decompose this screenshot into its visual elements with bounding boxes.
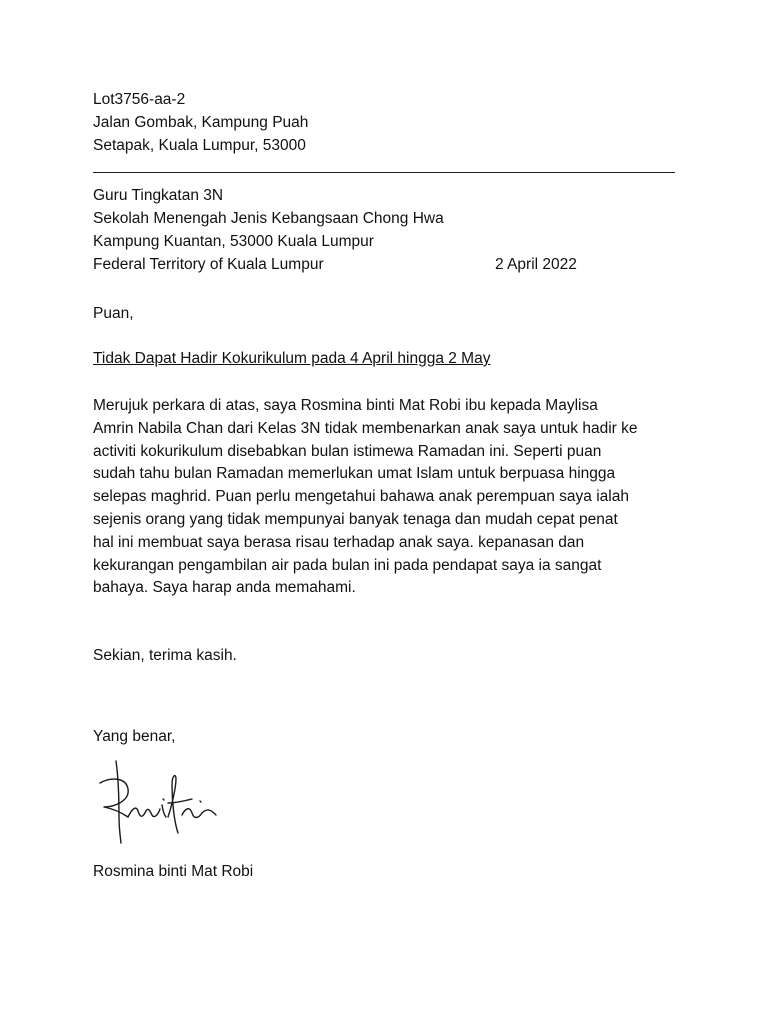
body-line: selepas maghrid. Puan perlu mengetahui bahawa anak perempuan saya ialah [93,488,629,506]
recipient-line-1: Guru Tingkatan 3N [93,187,224,204]
sign-off: Yang benar, [93,728,176,745]
body-line: kekurangan pengambilan air pada bulan ini pada pendapat saya ia sangat [93,556,602,574]
signature-image [92,755,242,850]
sender-address-line-1: Lot3756-aa-2 [93,91,186,108]
body-line: bahaya. Saya harap anda memahami. [93,579,356,597]
body-line: activiti kokurikulum disebabkan bulan istimewa Ramadan ini. Seperti puan [93,442,602,460]
recipient-line-3: Kampung Kuantan, 53000 Kuala Lumpur [93,233,374,250]
body-line: sejenis orang yang tidak mempunyai banyak tenaga dan mudah cepat penat [93,510,618,528]
signer-name: Rosmina binti Mat Robi [93,863,254,880]
body-line: Merujuk perkara di atas, saya Rosmina binti Mat Robi ibu kepada Maylisa [93,397,598,414]
closing-line: Sekian, terima kasih. [93,647,237,664]
sender-address-line-3: Setapak, Kuala Lumpur, 53000 [93,137,306,154]
address-divider [93,172,675,173]
letter-body [93,395,683,600]
body-line: hal ini membuat saya berasa risau terhadap anak saya. kepanasan dan [93,533,585,551]
salutation: Puan, [93,305,134,322]
recipient-line-4: Federal Territory of Kuala Lumpur [93,256,324,273]
body-line: Amrin Nabila Chan dari Kelas 3N tidak membenarkan anak saya untuk hadir ke [93,419,638,437]
sender-address-line-2: Jalan Gombak, Kampung Puah [93,114,309,131]
letter-date: 2 April 2022 [495,256,577,273]
recipient-line-2: Sekolah Menengah Jenis Kebangsaan Chong Hwa [93,210,444,227]
subject-heading: Tidak Dapat Hadir Kokurikulum pada 4 April hingga 2 May [93,350,491,367]
body-line: sudah tahu bulan Ramadan memerlukan umat Islam untuk berpuasa hingga [93,465,616,483]
